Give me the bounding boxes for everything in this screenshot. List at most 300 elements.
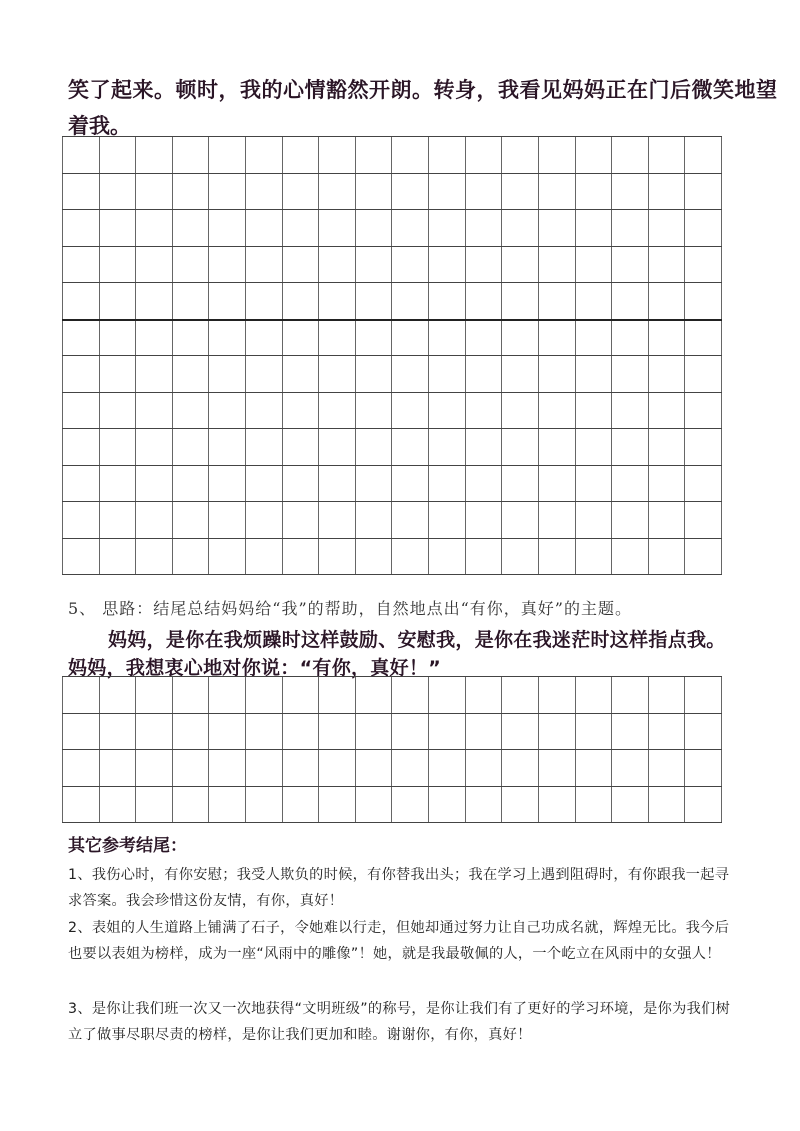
- grid-cell[interactable]: [501, 787, 538, 823]
- grid-cell[interactable]: [245, 429, 282, 465]
- grid-cell[interactable]: [391, 393, 428, 429]
- grid-cell[interactable]: [355, 429, 392, 465]
- grid-cell[interactable]: [208, 539, 245, 575]
- grid-cell[interactable]: [501, 283, 538, 319]
- other-ending-2: 2、表姐的人生道路上铺满了石子，令她难以行走，但她却通过努力让自己功成名就，辉煌无比。我今后也要以表姐为榜样，成为一座“风雨中的雕像”！她，就是我最敬佩的人，一个屹立在风雨中的女强人！: [68, 920, 730, 962]
- grid-cell[interactable]: [648, 137, 685, 173]
- grid-cell[interactable]: [575, 356, 612, 392]
- grid-cell[interactable]: [99, 750, 136, 786]
- grid-cell[interactable]: [648, 321, 685, 356]
- grid-cell[interactable]: [99, 356, 136, 392]
- grid-cell[interactable]: [208, 787, 245, 823]
- grid-cell[interactable]: [135, 174, 172, 210]
- grid-cell[interactable]: [172, 321, 209, 356]
- grid-cell[interactable]: [318, 393, 355, 429]
- grid-cell[interactable]: [62, 750, 99, 786]
- grid-cell[interactable]: [282, 356, 319, 392]
- grid-cell[interactable]: [684, 210, 722, 246]
- grid-cell[interactable]: [62, 714, 99, 750]
- grid-cell[interactable]: [208, 466, 245, 502]
- grid-cell[interactable]: [391, 539, 428, 575]
- grid-cell[interactable]: [172, 356, 209, 392]
- grid-cell[interactable]: [501, 429, 538, 465]
- grid-cell[interactable]: [208, 502, 245, 538]
- grid-cell[interactable]: [684, 466, 722, 502]
- grid-cell[interactable]: [501, 321, 538, 356]
- grid-cell[interactable]: [245, 787, 282, 823]
- grid-cell[interactable]: [538, 502, 575, 538]
- grid-cell[interactable]: [99, 393, 136, 429]
- grid-cell[interactable]: [428, 429, 465, 465]
- grid-cell[interactable]: [648, 247, 685, 283]
- grid-cell[interactable]: [245, 539, 282, 575]
- grid-cell[interactable]: [245, 393, 282, 429]
- grid-cell[interactable]: [538, 210, 575, 246]
- grid-cell[interactable]: [391, 677, 428, 713]
- grid-cell[interactable]: [172, 429, 209, 465]
- grid-cell[interactable]: [62, 393, 99, 429]
- grid-cell[interactable]: [391, 466, 428, 502]
- grid-cell[interactable]: [245, 174, 282, 210]
- grid-cell[interactable]: [611, 321, 648, 356]
- grid-cell[interactable]: [172, 210, 209, 246]
- grid-cell[interactable]: [501, 502, 538, 538]
- grid-cell[interactable]: [684, 137, 722, 173]
- grid-cell[interactable]: [575, 247, 612, 283]
- grid-cell[interactable]: [208, 137, 245, 173]
- grid-cell[interactable]: [391, 356, 428, 392]
- grid-cell[interactable]: [538, 429, 575, 465]
- grid-cell[interactable]: [611, 174, 648, 210]
- grid-cell[interactable]: [501, 210, 538, 246]
- grid-cell[interactable]: [245, 677, 282, 713]
- grid-row: [62, 173, 722, 210]
- grid-cell[interactable]: [575, 677, 612, 713]
- grid-cell[interactable]: [428, 174, 465, 210]
- grid-cell[interactable]: [99, 714, 136, 750]
- grid-cell[interactable]: [355, 283, 392, 319]
- grid-cell[interactable]: [538, 283, 575, 319]
- grid-cell[interactable]: [282, 210, 319, 246]
- grid-cell[interactable]: [172, 714, 209, 750]
- grid-cell[interactable]: [538, 137, 575, 173]
- grid-cell[interactable]: [648, 283, 685, 319]
- grid-cell[interactable]: [648, 502, 685, 538]
- grid-cell[interactable]: [99, 787, 136, 823]
- grid-cell[interactable]: [465, 677, 502, 713]
- grid-cell[interactable]: [391, 502, 428, 538]
- grid-row: [62, 713, 722, 750]
- grid-cell[interactable]: [318, 750, 355, 786]
- grid-cell[interactable]: [282, 393, 319, 429]
- grid-cell[interactable]: [391, 137, 428, 173]
- grid-cell[interactable]: [62, 210, 99, 246]
- grid-cell[interactable]: [62, 677, 99, 713]
- grid-cell[interactable]: [62, 247, 99, 283]
- grid-cell[interactable]: [501, 356, 538, 392]
- grid-cell[interactable]: [465, 247, 502, 283]
- grid-cell[interactable]: [611, 750, 648, 786]
- grid-cell[interactable]: [99, 137, 136, 173]
- grid-row: [62, 246, 722, 283]
- grid-cell[interactable]: [684, 539, 722, 575]
- grid-cell[interactable]: [648, 539, 685, 575]
- grid-cell[interactable]: [172, 750, 209, 786]
- grid-cell[interactable]: [282, 539, 319, 575]
- grid-cell[interactable]: [648, 714, 685, 750]
- grid-cell[interactable]: [282, 137, 319, 173]
- grid-cell[interactable]: [501, 466, 538, 502]
- grid-cell[interactable]: [538, 466, 575, 502]
- grid-cell[interactable]: [282, 247, 319, 283]
- grid-cell[interactable]: [135, 283, 172, 319]
- grid-cell[interactable]: [245, 466, 282, 502]
- grid-cell[interactable]: [282, 677, 319, 713]
- grid-cell[interactable]: [684, 787, 722, 823]
- grid-cell[interactable]: [62, 539, 99, 575]
- grid-cell[interactable]: [428, 393, 465, 429]
- grid-cell[interactable]: [575, 539, 612, 575]
- grid-cell[interactable]: [245, 321, 282, 356]
- grid-cell[interactable]: [135, 466, 172, 502]
- grid-cell[interactable]: [684, 677, 722, 713]
- grid-cell[interactable]: [465, 174, 502, 210]
- grid-cell[interactable]: [172, 174, 209, 210]
- grid-row: [62, 786, 722, 823]
- grid-cell[interactable]: [684, 714, 722, 750]
- grid-cell[interactable]: [99, 466, 136, 502]
- grid-cell[interactable]: [282, 502, 319, 538]
- grid-cell[interactable]: [391, 174, 428, 210]
- grid-row: [62, 282, 722, 319]
- grid-cell[interactable]: [318, 466, 355, 502]
- grid-cell[interactable]: [465, 787, 502, 823]
- grid-cell[interactable]: [684, 356, 722, 392]
- grid-cell[interactable]: [684, 321, 722, 356]
- grid-cell[interactable]: [135, 750, 172, 786]
- grid-cell[interactable]: [391, 429, 428, 465]
- grid-cell[interactable]: [135, 539, 172, 575]
- grid-cell[interactable]: [391, 247, 428, 283]
- grid-cell[interactable]: [172, 466, 209, 502]
- grid-cell[interactable]: [62, 283, 99, 319]
- grid-cell[interactable]: [575, 210, 612, 246]
- grid-cell[interactable]: [318, 174, 355, 210]
- grid-cell[interactable]: [648, 393, 685, 429]
- grid-cell[interactable]: [99, 502, 136, 538]
- grid-cell[interactable]: [575, 174, 612, 210]
- grid-cell[interactable]: [575, 466, 612, 502]
- grid-cell[interactable]: [538, 677, 575, 713]
- grid-cell[interactable]: [611, 137, 648, 173]
- grid-cell[interactable]: [172, 393, 209, 429]
- grid-cell[interactable]: [62, 174, 99, 210]
- grid-cell[interactable]: [245, 210, 282, 246]
- grid-cell[interactable]: [465, 429, 502, 465]
- grid-cell[interactable]: [684, 247, 722, 283]
- section-5-line-1: 妈妈，是你在我烦躁时这样鼓励、安慰我，是你在我迷茫时这样指点我。: [108, 629, 726, 651]
- grid-cell[interactable]: [538, 714, 575, 750]
- grid-cell[interactable]: [318, 210, 355, 246]
- grid-cell[interactable]: [318, 714, 355, 750]
- grid-cell[interactable]: [355, 356, 392, 392]
- grid-cell[interactable]: [135, 321, 172, 356]
- grid-cell[interactable]: [428, 787, 465, 823]
- grid-cell[interactable]: [465, 714, 502, 750]
- grid-cell[interactable]: [428, 539, 465, 575]
- grid-cell[interactable]: [501, 247, 538, 283]
- grid-cell[interactable]: [538, 393, 575, 429]
- grid-cell[interactable]: [318, 247, 355, 283]
- grid-cell[interactable]: [501, 393, 538, 429]
- grid-cell[interactable]: [611, 356, 648, 392]
- grid-cell[interactable]: [282, 429, 319, 465]
- grid-cell[interactable]: [648, 466, 685, 502]
- grid-cell[interactable]: [318, 321, 355, 356]
- grid-cell[interactable]: [648, 750, 685, 786]
- grid-cell[interactable]: [391, 321, 428, 356]
- grid-cell[interactable]: [428, 321, 465, 356]
- grid-cell[interactable]: [318, 429, 355, 465]
- grid-cell[interactable]: [575, 429, 612, 465]
- grid-cell[interactable]: [282, 174, 319, 210]
- grid-cell[interactable]: [208, 393, 245, 429]
- grid-cell[interactable]: [575, 750, 612, 786]
- grid-cell[interactable]: [575, 393, 612, 429]
- grid-cell[interactable]: [318, 539, 355, 575]
- grid-cell[interactable]: [318, 356, 355, 392]
- grid-cell[interactable]: [318, 787, 355, 823]
- grid-cell[interactable]: [501, 174, 538, 210]
- grid-cell[interactable]: [172, 677, 209, 713]
- grid-bottom-border: [62, 574, 722, 575]
- grid-cell[interactable]: [538, 539, 575, 575]
- grid-cell[interactable]: [282, 283, 319, 319]
- grid-cell[interactable]: [245, 714, 282, 750]
- grid-cell[interactable]: [318, 677, 355, 713]
- grid-cell[interactable]: [208, 714, 245, 750]
- grid-cell[interactable]: [428, 502, 465, 538]
- grid-cell[interactable]: [575, 502, 612, 538]
- grid-cell[interactable]: [318, 137, 355, 173]
- grid-cell[interactable]: [172, 539, 209, 575]
- grid-cell[interactable]: [611, 539, 648, 575]
- grid-cell[interactable]: [465, 137, 502, 173]
- grid-cell[interactable]: [245, 283, 282, 319]
- grid-cell[interactable]: [208, 174, 245, 210]
- grid-cell[interactable]: [465, 539, 502, 575]
- grid-cell[interactable]: [538, 787, 575, 823]
- grid-cell[interactable]: [648, 174, 685, 210]
- grid-cell[interactable]: [135, 787, 172, 823]
- grid-cell[interactable]: [611, 677, 648, 713]
- grid-cell[interactable]: [648, 210, 685, 246]
- grid-cell[interactable]: [99, 321, 136, 356]
- grid-cell[interactable]: [611, 429, 648, 465]
- grid-cell[interactable]: [501, 539, 538, 575]
- grid-cell[interactable]: [245, 247, 282, 283]
- grid-cell[interactable]: [318, 502, 355, 538]
- grid-cell[interactable]: [208, 429, 245, 465]
- grid-cell[interactable]: [575, 321, 612, 356]
- grid-cell[interactable]: [245, 750, 282, 786]
- grid-cell[interactable]: [575, 283, 612, 319]
- grid-cell[interactable]: [282, 466, 319, 502]
- grid-cell[interactable]: [282, 750, 319, 786]
- grid-cell[interactable]: [501, 677, 538, 713]
- grid-cell[interactable]: [245, 137, 282, 173]
- grid-cell[interactable]: [355, 539, 392, 575]
- grid-cell[interactable]: [208, 677, 245, 713]
- grid-cell[interactable]: [428, 677, 465, 713]
- grid-cell[interactable]: [684, 502, 722, 538]
- grid-cell[interactable]: [428, 356, 465, 392]
- grid-cell[interactable]: [282, 787, 319, 823]
- grid-cell[interactable]: [501, 714, 538, 750]
- grid-cell[interactable]: [465, 321, 502, 356]
- grid-cell[interactable]: [428, 283, 465, 319]
- grid-cell[interactable]: [611, 787, 648, 823]
- grid-cell[interactable]: [538, 321, 575, 356]
- grid-cell[interactable]: [355, 174, 392, 210]
- grid-cell[interactable]: [684, 750, 722, 786]
- grid-cell[interactable]: [208, 283, 245, 319]
- grid-cell[interactable]: [611, 466, 648, 502]
- grid-cell[interactable]: [391, 714, 428, 750]
- grid-cell[interactable]: [428, 714, 465, 750]
- grid-cell[interactable]: [684, 393, 722, 429]
- grid-cell[interactable]: [355, 137, 392, 173]
- grid-cell[interactable]: [575, 137, 612, 173]
- grid-cell[interactable]: [245, 356, 282, 392]
- grid-cell[interactable]: [99, 539, 136, 575]
- grid-cell[interactable]: [99, 283, 136, 319]
- grid-cell[interactable]: [135, 356, 172, 392]
- grid-cell[interactable]: [355, 750, 392, 786]
- grid-cell[interactable]: [62, 787, 99, 823]
- grid-bottom-border: [62, 822, 722, 823]
- grid-cell[interactable]: [208, 356, 245, 392]
- grid-cell[interactable]: [355, 502, 392, 538]
- grid-cell[interactable]: [62, 356, 99, 392]
- grid-cell[interactable]: [428, 137, 465, 173]
- other-ending-3: 3、是你让我们班一次又一次地获得“文明班级”的称号，是你让我们有了更好的学习环境，是你为我们树立了做事尽职尽责的榜样，是你让我们更加和睦。谢谢你，有你，真好！: [68, 1001, 731, 1043]
- grid-cell[interactable]: [318, 283, 355, 319]
- grid-cell[interactable]: [391, 750, 428, 786]
- grid-cell[interactable]: [538, 356, 575, 392]
- grid-cell[interactable]: [99, 247, 136, 283]
- grid-cell[interactable]: [62, 502, 99, 538]
- grid-cell[interactable]: [501, 137, 538, 173]
- grid-cell[interactable]: [62, 466, 99, 502]
- grid-cell[interactable]: [538, 750, 575, 786]
- grid-cell[interactable]: [465, 210, 502, 246]
- grid-cell[interactable]: [611, 247, 648, 283]
- grid-cell[interactable]: [172, 787, 209, 823]
- grid-cell[interactable]: [611, 210, 648, 246]
- grid-cell[interactable]: [538, 174, 575, 210]
- grid-cell[interactable]: [465, 750, 502, 786]
- grid-cell[interactable]: [465, 283, 502, 319]
- grid-cell[interactable]: [62, 429, 99, 465]
- grid-cell[interactable]: [135, 210, 172, 246]
- grid-cell[interactable]: [208, 321, 245, 356]
- grid-cell[interactable]: [355, 210, 392, 246]
- grid-cell[interactable]: [428, 466, 465, 502]
- grid-cell[interactable]: [648, 787, 685, 823]
- grid-cell[interactable]: [99, 429, 136, 465]
- grid-cell[interactable]: [611, 283, 648, 319]
- grid-cell[interactable]: [172, 502, 209, 538]
- grid-cell[interactable]: [355, 787, 392, 823]
- grid-cell[interactable]: [465, 502, 502, 538]
- grid-cell[interactable]: [172, 283, 209, 319]
- grid-cell[interactable]: [135, 502, 172, 538]
- grid-cell[interactable]: [611, 393, 648, 429]
- grid-cell[interactable]: [135, 714, 172, 750]
- grid-cell[interactable]: [428, 210, 465, 246]
- grid-cell[interactable]: [355, 714, 392, 750]
- grid-cell[interactable]: [245, 502, 282, 538]
- grid-cell[interactable]: [501, 750, 538, 786]
- grid-cell[interactable]: [172, 247, 209, 283]
- grid-cell[interactable]: [391, 210, 428, 246]
- writing-grid-2: [62, 676, 722, 823]
- grid-cell[interactable]: [575, 714, 612, 750]
- grid-cell[interactable]: [208, 210, 245, 246]
- grid-cell[interactable]: [99, 677, 136, 713]
- grid-cell[interactable]: [99, 174, 136, 210]
- grid-cell[interactable]: [135, 393, 172, 429]
- grid-cell[interactable]: [684, 429, 722, 465]
- grid-cell[interactable]: [135, 677, 172, 713]
- grid-cell[interactable]: [684, 283, 722, 319]
- grid-cell[interactable]: [391, 283, 428, 319]
- grid-cell[interactable]: [648, 677, 685, 713]
- grid-cell[interactable]: [428, 247, 465, 283]
- grid-cell[interactable]: [465, 393, 502, 429]
- grid-cell[interactable]: [428, 750, 465, 786]
- grid-cell[interactable]: [135, 247, 172, 283]
- grid-cell[interactable]: [465, 466, 502, 502]
- grid-cell[interactable]: [355, 321, 392, 356]
- grid-cell[interactable]: [648, 356, 685, 392]
- grid-cell[interactable]: [62, 321, 99, 356]
- grid-cell[interactable]: [208, 247, 245, 283]
- grid-cell[interactable]: [62, 137, 99, 173]
- grid-cell[interactable]: [465, 356, 502, 392]
- grid-cell[interactable]: [282, 321, 319, 356]
- grid-cell[interactable]: [611, 502, 648, 538]
- grid-cell[interactable]: [282, 714, 319, 750]
- grid-row: [62, 501, 722, 538]
- grid-cell[interactable]: [208, 750, 245, 786]
- grid-cell[interactable]: [575, 787, 612, 823]
- grid-cell[interactable]: [355, 466, 392, 502]
- grid-cell[interactable]: [648, 429, 685, 465]
- grid-cell[interactable]: [355, 247, 392, 283]
- grid-cell[interactable]: [355, 677, 392, 713]
- grid-cell[interactable]: [135, 137, 172, 173]
- grid-cell[interactable]: [172, 137, 209, 173]
- grid-cell[interactable]: [611, 714, 648, 750]
- grid-cell[interactable]: [99, 210, 136, 246]
- grid-cell[interactable]: [684, 174, 722, 210]
- grid-cell[interactable]: [538, 247, 575, 283]
- grid-cell[interactable]: [135, 429, 172, 465]
- grid-cell[interactable]: [355, 393, 392, 429]
- grid-cell[interactable]: [391, 787, 428, 823]
